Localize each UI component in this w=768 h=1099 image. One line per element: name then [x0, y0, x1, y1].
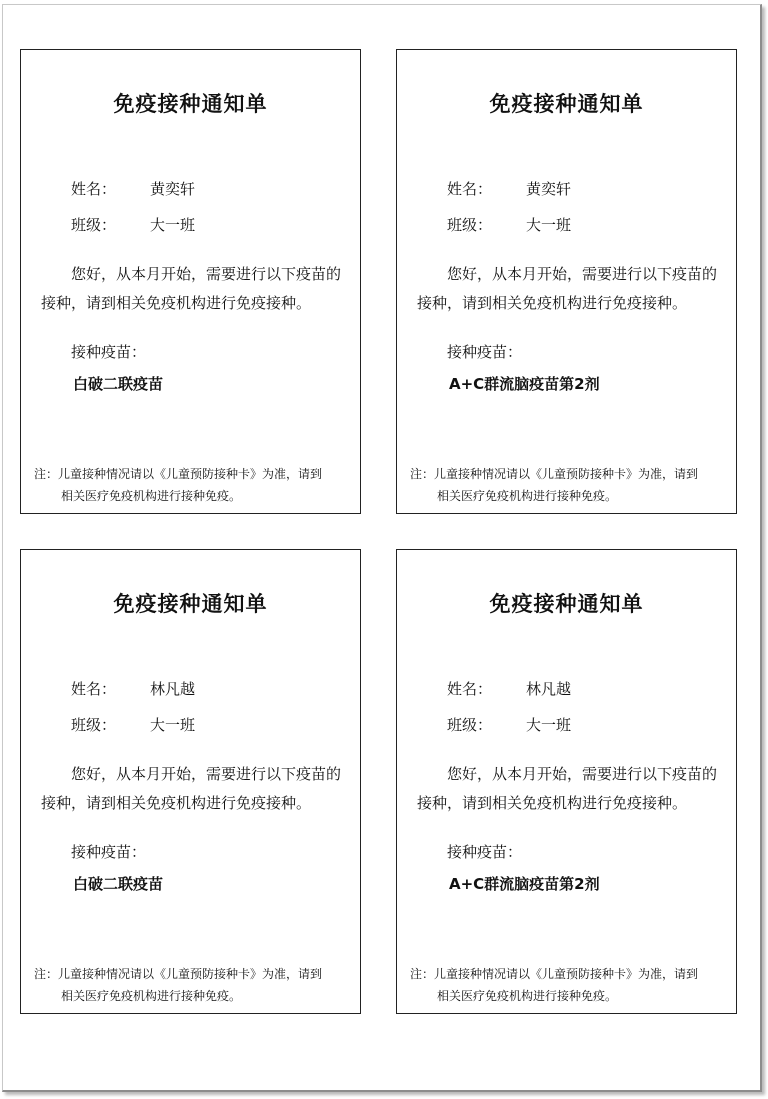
footnote-line-1: 注：儿童接种情况请以《儿童预防接种卡》为准，请到	[410, 967, 699, 981]
notice-card-3	[20, 549, 361, 1014]
class-value: 大一班	[150, 216, 196, 234]
class-row	[71, 714, 195, 735]
greeting-text: 您好，从本月开始，需要进行以下疫苗的接种，请到相关免疫机构进行免疫接种。	[41, 765, 342, 812]
footnote	[410, 963, 728, 1007]
class-row	[447, 214, 571, 235]
footnote-line-2: 相关医疗免疫机构进行接种免疫。	[437, 989, 618, 1003]
student-name: 黄奕轩	[526, 180, 572, 198]
vaccine-name: A+C群流脑疫苗第2剂	[449, 875, 600, 893]
class-label: 班级：	[71, 716, 117, 734]
class-value: 大一班	[150, 716, 196, 734]
footnote	[410, 463, 728, 507]
vaccine-label: 接种疫苗：	[447, 343, 523, 361]
notice-card-2	[396, 49, 737, 514]
student-name: 林凡越	[526, 680, 572, 698]
footnote-line-1: 注：儿童接种情况请以《儿童预防接种卡》为准，请到	[34, 967, 323, 981]
greeting-text: 您好，从本月开始，需要进行以下疫苗的接种，请到相关免疫机构进行免疫接种。	[41, 265, 342, 312]
card-title: 免疫接种通知单	[113, 92, 268, 116]
vaccine-label: 接种疫苗：	[71, 343, 147, 361]
card-title: 免疫接种通知单	[113, 592, 268, 616]
footnote-line-1: 注：儿童接种情况请以《儿童预防接种卡》为准，请到	[410, 467, 699, 481]
class-label: 班级：	[71, 216, 117, 234]
greeting-text: 您好，从本月开始，需要进行以下疫苗的接种，请到相关免疫机构进行免疫接种。	[417, 265, 718, 312]
document-page	[2, 4, 762, 1092]
name-label: 姓名：	[447, 180, 493, 198]
notice-card-1	[20, 49, 361, 514]
vaccine-name: A+C群流脑疫苗第2剂	[449, 375, 600, 393]
vaccine-name: 白破二联疫苗	[73, 875, 164, 893]
name-row	[71, 178, 195, 199]
footnote	[34, 963, 352, 1007]
greeting-text: 您好，从本月开始，需要进行以下疫苗的接种，请到相关免疫机构进行免疫接种。	[417, 765, 718, 812]
name-row	[447, 678, 571, 699]
vaccine-label: 接种疫苗：	[447, 843, 523, 861]
class-value: 大一班	[526, 216, 572, 234]
notice-card-4	[396, 549, 737, 1014]
card-title: 免疫接种通知单	[489, 92, 644, 116]
footnote-line-2: 相关医疗免疫机构进行接种免疫。	[437, 489, 618, 503]
name-label: 姓名：	[71, 180, 117, 198]
card-title: 免疫接种通知单	[489, 592, 644, 616]
class-label: 班级：	[447, 716, 493, 734]
footnote-line-2: 相关医疗免疫机构进行接种免疫。	[61, 489, 242, 503]
footnote	[34, 463, 352, 507]
vaccine-name: 白破二联疫苗	[73, 375, 164, 393]
class-row	[447, 714, 571, 735]
class-label: 班级：	[447, 216, 493, 234]
footnote-line-1: 注：儿童接种情况请以《儿童预防接种卡》为准，请到	[34, 467, 323, 481]
student-name: 林凡越	[150, 680, 196, 698]
name-label: 姓名：	[71, 680, 117, 698]
name-row	[71, 678, 195, 699]
footnote-line-2: 相关医疗免疫机构进行接种免疫。	[61, 989, 242, 1003]
student-name: 黄奕轩	[150, 180, 196, 198]
class-row	[71, 214, 195, 235]
name-label: 姓名：	[447, 680, 493, 698]
vaccine-label: 接种疫苗：	[71, 843, 147, 861]
name-row	[447, 178, 571, 199]
class-value: 大一班	[526, 716, 572, 734]
